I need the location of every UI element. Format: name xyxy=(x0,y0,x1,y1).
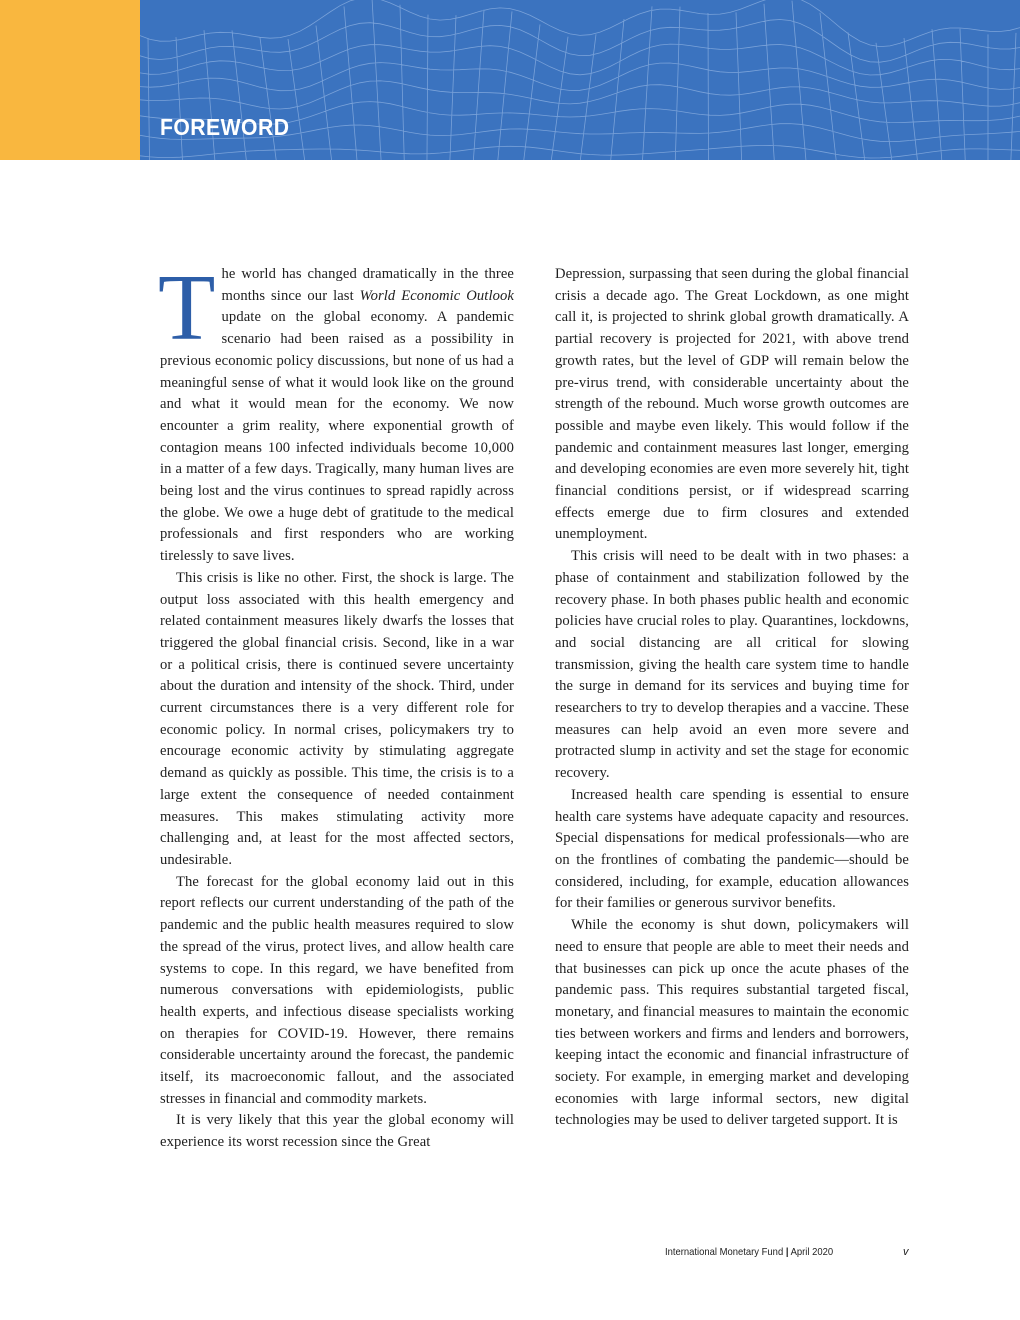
footer-publisher: International Monetary Fund xyxy=(665,1246,784,1258)
body-paragraph: Depression, surpassing that seen during the global financial crisis a decade ago. The Great Lockdown, as one might call it, is projected to shrink global growth dramatically. A partial recovery is projected for 2021, with above trend growth rates, but the level of GDP will remain below the pre-virus trend, with considerable uncertainty about the strength of the rebound. Much worse growth outcomes are possible and maybe even likely. This would follow if the pandemic and containment measures last longer, emerging and developing economies are even more severely hit, tight financial conditions persist, or if widespread scarring effects emerge due to firm closures and extended unemployment. xyxy=(555,266,909,543)
right-text-column xyxy=(555,264,909,1132)
page-title: FOREWORD xyxy=(160,114,290,140)
page-number: v xyxy=(903,1246,909,1258)
body-paragraph: This crisis is like no other. First, the shock is large. The output loss associated with this health emergency and related containment measures likely dwarfs the losses that triggered the global financial crisis. Second, like in a war or a political crisis, there is continued severe uncertainty about the duration and intensity of the shock. Third, under current circumstances there is a very different role for economic policy. In normal crises, policymakers try to encourage economic activity by stimulating aggregate demand as quickly as possible. This time, the crisis is to a large extent the consequence of needed containment measures. This makes stimulating activity more challenging and, at least for the most affected sectors, undesirable. xyxy=(160,569,514,868)
body-paragraph: It is very likely that this year the global economy will experience its worst recession since the Great xyxy=(160,1112,514,1151)
body-paragraph: The forecast for the global economy laid out in this report reflects our current understanding of the path of the pandemic and the public health measures required to slow the spread of the virus, protect lives, and allow health care systems to cope. In this regard, we have benefited from numerous conversations with epidemiologists, public health experts, and infectious disease specialists working on therapies for COVID-19. However, there remains considerable uncertainty around the forecast, the pandemic itself, its macroeconomic fallout, and the associated stresses in financial and commodity markets. xyxy=(160,873,514,1107)
left-text-column xyxy=(158,256,514,1154)
body-paragraph: While the economy is shut down, policymakers will need to ensure that people are able to meet their needs and that businesses can pick up once the acute phases of the pandemic pass. This requires substantial targeted fiscal, monetary, and financial measures to maintain the economic ties between workers and firms and lenders and borrowers, keeping intact the economic and financial infrastructure of society. For example, in emerging market and developing economies with large informal sectors, new digital technologies may be used to deliver targeted support. It is xyxy=(555,917,909,1129)
footer-separator: | xyxy=(785,1246,789,1258)
publication-title: World Economic Outlook xyxy=(359,287,514,304)
footer-date: April 2020 xyxy=(790,1246,834,1258)
body-paragraph: This crisis will need to be dealt with in two phases: a phase of containment and stabilization followed by the recovery phase. In both phases public health and economic policies have crucial roles to play. Quarantines, lockdowns, and social distancing are all critical for slowing transmission, giving the health care system time to handle the surge in demand for its services and buying time for researchers to try to develop therapies and a vaccine. These measures can help avoid an even more severe and protracted slump in activity and set the stage for economic recovery. xyxy=(555,548,909,782)
header-band xyxy=(0,0,1020,160)
header-accent-block xyxy=(0,0,140,160)
drop-cap: T xyxy=(158,256,216,360)
page-footer xyxy=(665,1246,833,1258)
body-paragraph: Increased health care spending is essential to ensure health care systems have adequate capacity and resources. Special dispensations for medical professionals—who are on the frontlines of combating the pandemic—should be considered, including, for example, education allowances for their families or generous survivor benefits. xyxy=(555,786,909,912)
body-paragraph: The world has changed dramatically in the three months since our last World Economic Outlook update on the global economy. A pandemic scenario had been raised as a possibility in previous economic policy discussions, but none of us had a meaningful sense of what it would look like on the ground and what it would mean for the economy. We now encounter a grim reality, where exponential growth of contagion means 100 infected individuals become 10,000 in a matter of a few days. Tragically, many human lives are being lost and the virus continues to spread rapidly across the globe. We owe a huge debt of gratitude to the medical professionals and first responders who are working tirelessly to save lives. xyxy=(158,256,514,565)
